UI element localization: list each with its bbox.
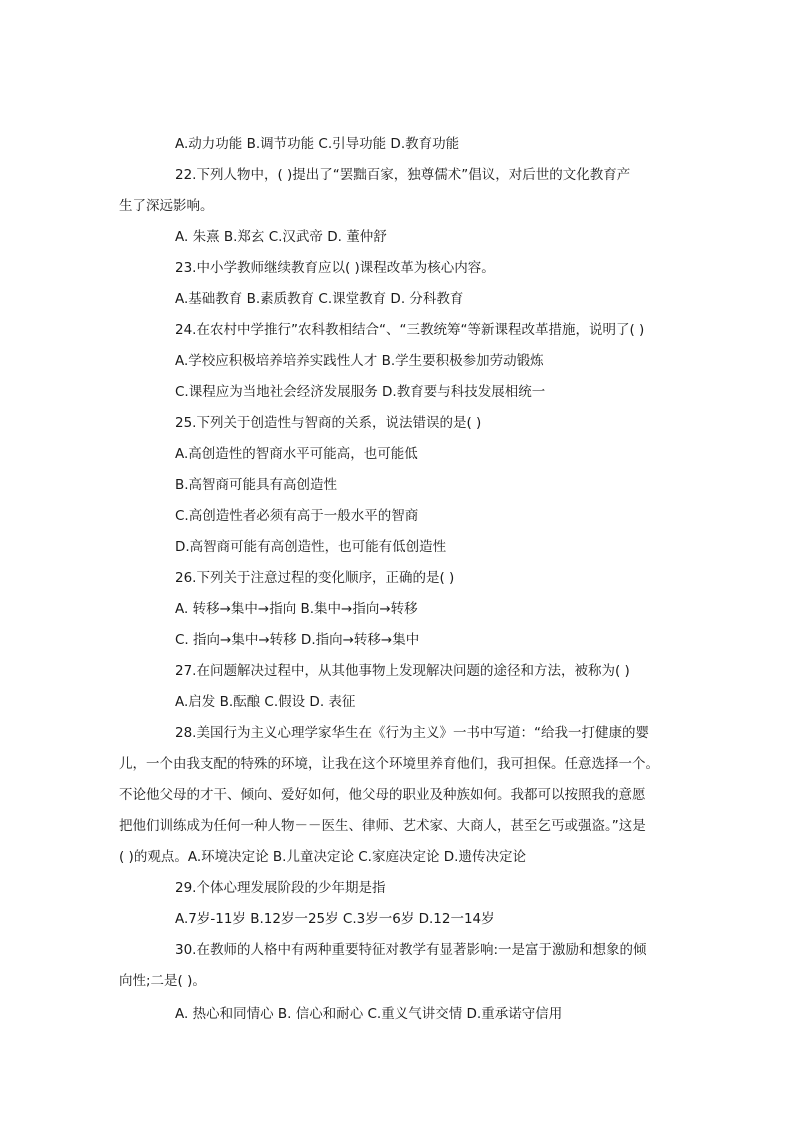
q21-options: A.动力功能 B.调节功能 C.引导功能 D.教育功能 xyxy=(175,136,460,152)
q22-stem: 22.下列人物中，( )提出了“罢黜百家，独尊儒术”倡议，对后世的文化教育产 xyxy=(175,167,631,183)
q25-option-c: C.高创造性者必须有高于一般水平的智商 xyxy=(175,508,419,524)
q30-stem-continued: 向性;二是( )。 xyxy=(119,973,206,989)
q28-stem-line2: 儿，一个由我支配的特殊的环境，让我在这个环境里养育他们，我可担保。任意选择一个。 xyxy=(119,756,659,772)
q30-stem: 30.在教师的人格中有两种重要特征对教学有显著影响:一是富于激励和想象的倾 xyxy=(175,942,647,958)
q25-stem: 25.下列关于创造性与智商的关系，说法错误的是( ) xyxy=(175,415,482,431)
q24-options-ab: A.学校应积极培养培养实践性人才 B.学生要积极参加劳动锻炼 xyxy=(175,353,544,369)
q27-options: A.启发 B.酝酿 C.假设 D. 表征 xyxy=(175,694,356,710)
q25-option-b: B.高智商可能具有高创造性 xyxy=(175,477,338,493)
q29-options: A.7岁-11岁 B.12岁一25岁 C.3岁一6岁 D.12一14岁 xyxy=(175,911,495,927)
q22-stem-continued: 生了深远影响。 xyxy=(119,198,214,214)
q28-options: ( )的观点。A.环境决定论 B.儿童决定论 C.家庭决定论 D.遗传决定论 xyxy=(119,849,526,865)
q26-stem: 26.下列关于注意过程的变化顺序，正确的是( ) xyxy=(175,570,455,586)
q28-stem-line3: 不论他父母的才干、倾向、爱好如何，他父母的职业及种族如何。我都可以按照我的意愿 xyxy=(119,787,646,803)
q28-stem: 28.美国行为主义心理学家华生在《行为主义》一书中写道：“给我一打健康的婴 xyxy=(175,725,649,741)
q25-option-a: A.高创造性的智商水平可能高，也可能低 xyxy=(175,446,418,462)
q23-stem: 23.中小学教师继续教育应以( )课程改革为核心内容。 xyxy=(175,260,495,276)
q30-options: A. 热心和同情心 B. 信心和耐心 C.重义气讲交情 D.重承诺守信用 xyxy=(175,1006,563,1022)
q28-stem-line4: 把他们训练成为任何一种人物－－医生、律师、艺术家、大商人，甚至乞丐或强盗。”这是 xyxy=(119,818,646,834)
q23-options: A.基础教育 B.素质教育 C.课堂教育 D. 分科教育 xyxy=(175,291,464,307)
q27-stem: 27.在问题解决过程中，从其他事物上发现解决问题的途径和方法，被称为( ) xyxy=(175,663,630,679)
q24-options-cd: C.课程应为当地社会经济发展服务 D.教育要与科技发展相统一 xyxy=(175,384,546,400)
q26-options-ab: A. 转移→集中→指向 B.集中→指向→转移 xyxy=(175,601,418,617)
q22-options: A. 朱熹 B.郑玄 C.汉武帝 D. 董仲舒 xyxy=(175,229,387,245)
q25-option-d: D.高智商可能有高创造性，也可能有低创造性 xyxy=(175,539,447,555)
q29-stem: 29.个体心理发展阶段的少年期是指 xyxy=(175,880,386,896)
q26-options-cd: C. 指向→集中→转移 D.指向→转移→集中 xyxy=(175,632,420,648)
q24-stem: 24.在农村中学推行”农科教相结合“、“三教统筹“等新课程改革措施，说明了( ) xyxy=(175,322,645,338)
